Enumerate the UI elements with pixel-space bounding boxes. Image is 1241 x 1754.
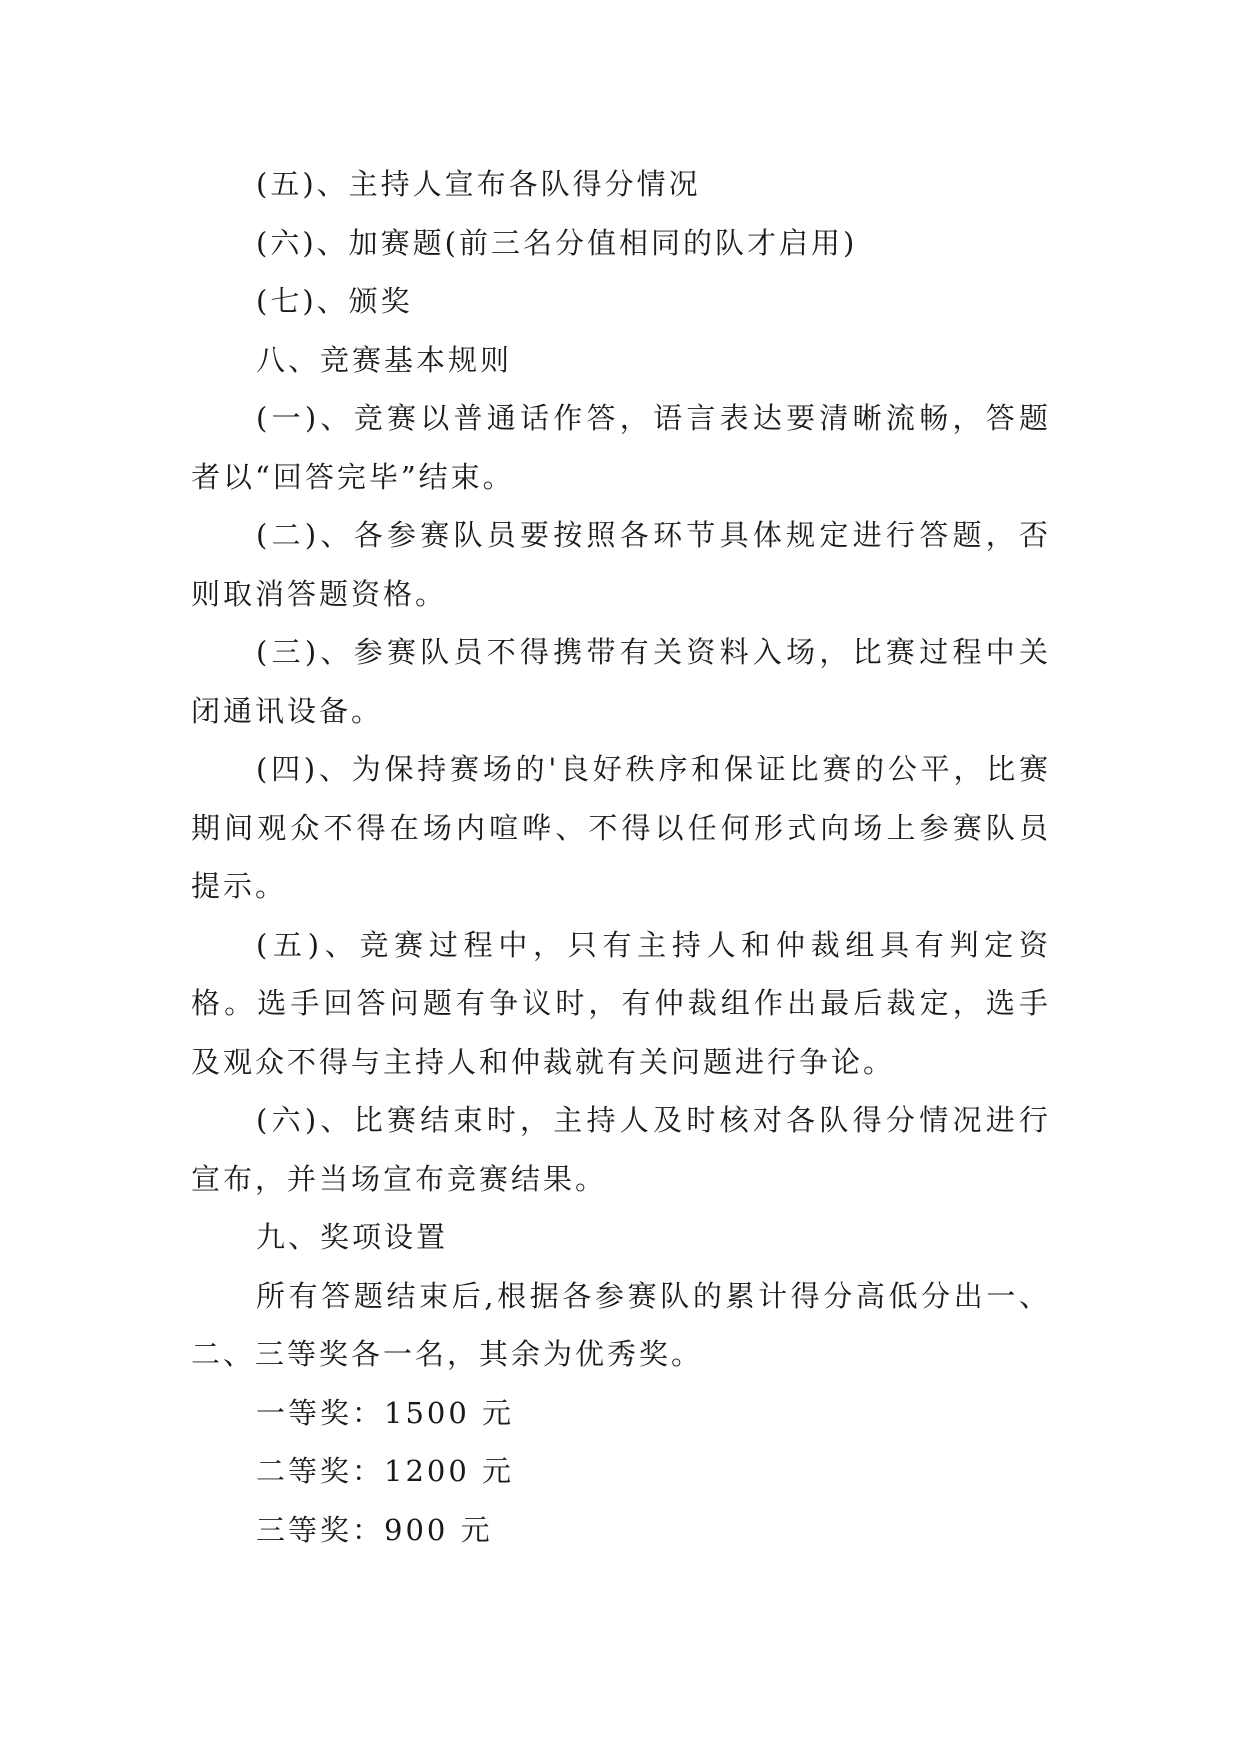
rule-result-announcement: (六)、比赛结束时，主持人及时核对各队得分情况进行宣布，并当场宣布竞赛结果。 <box>191 1103 1051 1196</box>
award-second-prize: 二等奖：1200 元 <box>256 1454 515 1488</box>
section-heading-basic-rules: 八、竞赛基本规则 <box>256 342 513 377</box>
award-third-prize: 三等奖：900 元 <box>256 1512 493 1547</box>
rule-audience-silence: (四)、为保持赛场的'良好秩序和保证比赛的公平，比赛期间观众不得在场内喧哗、不得以任何形式向场上参赛队员提示。 <box>191 752 1051 903</box>
document-body <box>191 155 1051 1559</box>
rule-mandarin-answers: (一)、竞赛以普通话作答，语言表达要清晰流畅，答题者以“回答完毕”结束。 <box>191 401 1051 494</box>
item-host-announces-scores: (五)、主持人宣布各队得分情况 <box>256 167 701 201</box>
rule-no-materials: (三)、参赛队员不得携带有关资料入场，比赛过程中关闭通讯设备。 <box>191 635 1051 728</box>
awards-description: 所有答题结束后,根据各参赛队的累计得分高低分出一、二、三等奖各一名，其余为优秀奖。 <box>191 1278 1051 1371</box>
rule-arbitration: (五)、竞赛过程中，只有主持人和仲裁组具有判定资格。选手回答问题有争议时，有仲裁组作出最后裁定，选手及观众不得与主持人和仲裁就有关问题进行争论。 <box>191 927 1051 1079</box>
rule-follow-procedures: (二)、各参赛队员要按照各环节具体规定进行答题，否则取消答题资格。 <box>191 518 1051 611</box>
item-award-ceremony: (七)、颁奖 <box>256 284 413 318</box>
section-heading-awards: 九、奖项设置 <box>256 1220 449 1254</box>
award-first-prize: 一等奖：1500 元 <box>256 1395 515 1430</box>
item-tiebreaker: (六)、加赛题(前三名分值相同的队才启用) <box>256 225 858 260</box>
